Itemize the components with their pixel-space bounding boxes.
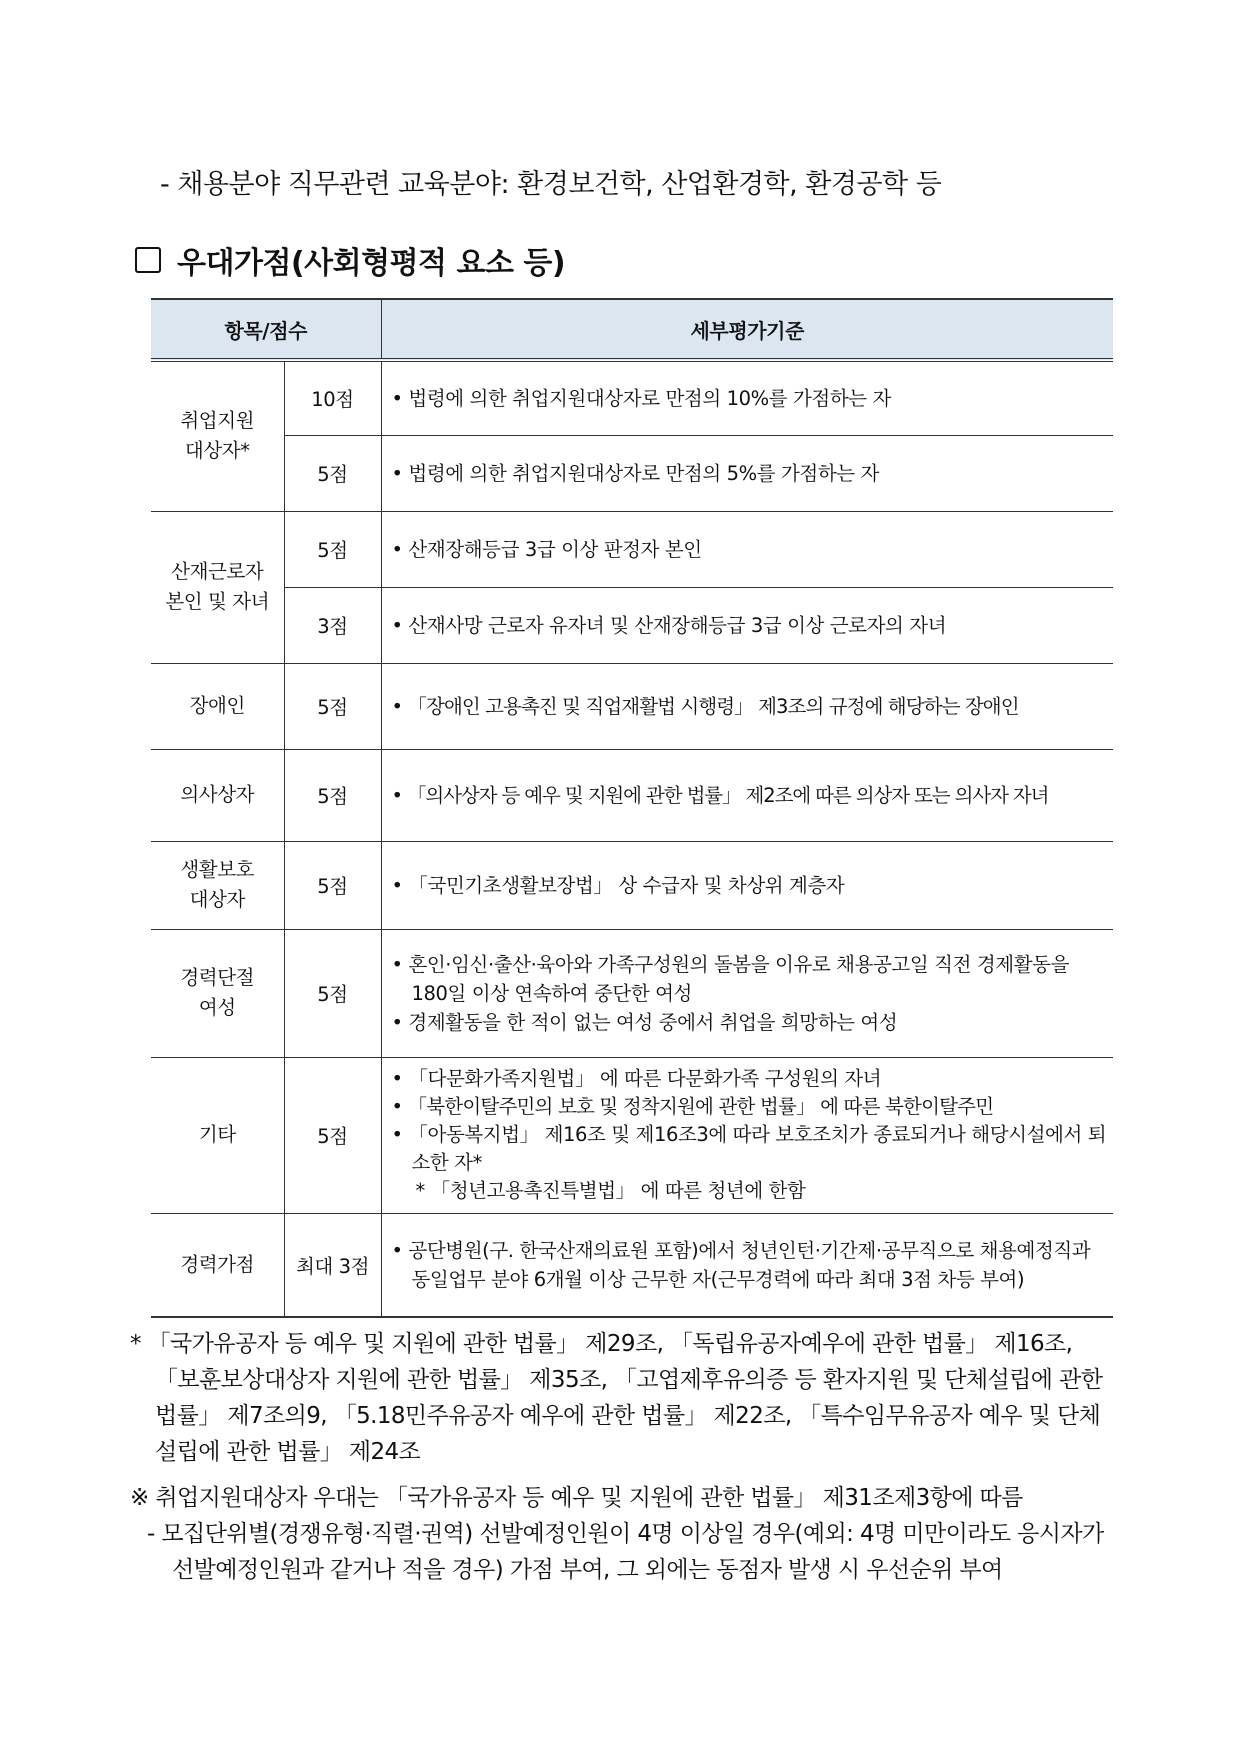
score-cell: 최대 3점 <box>284 1213 381 1317</box>
section-title: 우대가점(사회형평적 요소 등) <box>177 246 566 281</box>
header-item-score: 항목/점수 <box>151 299 381 360</box>
table-row <box>151 511 1113 587</box>
reference-note: ※ 취업지원대상자 우대는 「국가유공자 등 예우 및 지원에 관한 법률」 제31조제3항에 따름 <box>130 1485 1023 1511</box>
criteria-line: • 법령에 의한 취업지원대상자로 만점의 5%를 가점하는 자 <box>391 461 879 485</box>
category-label: 생활보호 대상자 <box>180 858 255 911</box>
header-criteria: 세부평가기준 <box>381 299 1113 360</box>
criteria-note: * 「청년고용촉진특별법」 에 따른 청년에 한함 <box>415 1179 806 1202</box>
score-cell: 5점 <box>284 749 381 841</box>
category-career-break-women <box>151 929 284 1057</box>
criteria-line: • 공단병원(구. 한국산재의료원 포함)에서 청년인턴·기간제·공무직으로 채용예정직과 동일업무 분야 6개월 이상 근무한 자(근무경력에 따라 최대 3점 차등 부여) <box>391 1238 1091 1291</box>
section-heading <box>135 238 565 282</box>
criteria-line: • 「국민기초생활보장법」 상 수급자 및 차상위 계층자 <box>391 873 845 897</box>
table-row <box>151 1213 1113 1317</box>
category-disabled: 장애인 <box>151 663 284 749</box>
square-bullet-icon <box>135 247 161 273</box>
score-cell: 5점 <box>284 663 381 749</box>
asterisk-footnote: * 「국가유공자 등 예우 및 지원에 관한 법률」 제29조, 「독립유공자예우에 관한 법률」 제16조, 「보훈보상대상자 지원에 관한 법률」 제35조, 「고엽제후유의증 등 환자지원 및 단체설립에 관한 법률」 제7조의9, 「5.18민주유공자 예우에 관한 법률」 제22조, 「특수임무유공자 예우 및 단체설립에 관한 법률」 제24조 <box>130 1331 1103 1465</box>
score-cell: 5점 <box>284 841 381 929</box>
education-field-line: - 채용분야 직무관련 교육분야: 환경보건학, 산업환경학, 환경공학 등 <box>160 169 942 200</box>
sub-note: - 모집단위별(경쟁유형·직렬·권역) 선발예정인원이 4명 이상일 경우(예외: 4명 미만이라도 응시자가 선발예정인원과 같거나 적을 경우) 가점 부여, 그 외에는 동점자 발생 시 우선순위 부여 <box>147 1521 1104 1583</box>
criteria-line: • 「장애인 고용촉진 및 직업재활법 시행령」 제3조의 규정에 해당하는 장애인 <box>391 694 1019 718</box>
table-row <box>151 360 1113 435</box>
criteria-cell <box>381 511 1113 587</box>
footnotes <box>130 1326 1120 1588</box>
criteria-cell <box>381 360 1113 435</box>
category-label: 취업지원 대상자* <box>180 409 255 463</box>
criteria-line: • 법령에 의한 취업지원대상자로 만점의 10%를 가점하는 자 <box>391 386 891 410</box>
criteria-cell <box>381 1057 1113 1213</box>
category-label: 산재근로자 본인 및 자녀 <box>165 560 270 613</box>
category-employment-support <box>151 360 284 511</box>
criteria-cell <box>381 841 1113 929</box>
table-row <box>151 1057 1113 1213</box>
category-other: 기타 <box>151 1057 284 1213</box>
criteria-line: • 「다문화가족지원법」 에 따른 다문화가족 구성원의 자녀 <box>391 1067 882 1090</box>
table-row <box>151 929 1113 1057</box>
table-row <box>151 435 1113 511</box>
criteria-line: • 혼인·임신·출산·육아와 가족구성원의 돌봄을 이유로 채용공고일 직전 경제활동을 180일 이상 연속하여 중단한 여성 <box>391 952 1070 1005</box>
category-righteous-casualty: 의사상자 <box>151 749 284 841</box>
criteria-line: • 산재장해등급 3급 이상 판정자 본인 <box>391 537 702 561</box>
score-cell: 3점 <box>284 587 381 663</box>
category-career-bonus: 경력가점 <box>151 1213 284 1317</box>
criteria-line: • 「북한이탈주민의 보호 및 정착지원에 관한 법률」 에 따른 북한이탈주민 <box>391 1095 994 1118</box>
table-row <box>151 663 1113 749</box>
criteria-cell <box>381 587 1113 663</box>
table-row <box>151 841 1113 929</box>
score-cell: 5점 <box>284 1057 381 1213</box>
criteria-cell <box>381 1213 1113 1317</box>
category-industrial-accident <box>151 511 284 663</box>
score-cell: 5점 <box>284 435 381 511</box>
criteria-line: • 경제활동을 한 적이 없는 여성 중에서 취업을 희망하는 여성 <box>391 1010 898 1034</box>
table-row <box>151 587 1113 663</box>
criteria-line: • 「아동복지법」 제16조 및 제16조3에 따라 보호조치가 종료되거나 해당시설에서 퇴소한 자* <box>391 1123 1107 1174</box>
criteria-cell <box>381 435 1113 511</box>
criteria-line: • 「의사상자 등 예우 및 지원에 관한 법률」 제2조에 따른 의상자 또는 의사자 자녀 <box>391 783 1049 807</box>
criteria-line: • 산재사망 근로자 유자녀 및 산재장해등급 3급 이상 근로자의 자녀 <box>391 613 947 637</box>
criteria-cell <box>381 749 1113 841</box>
category-label: 경력단절 여성 <box>180 966 255 1019</box>
score-cell: 5점 <box>284 929 381 1057</box>
criteria-cell <box>381 929 1113 1057</box>
score-cell: 5점 <box>284 511 381 587</box>
bonus-points-table <box>151 298 1113 1318</box>
criteria-cell <box>381 663 1113 749</box>
table-header-row <box>151 299 1113 360</box>
table-row <box>151 749 1113 841</box>
score-cell: 10점 <box>284 360 381 435</box>
category-livelihood-protection <box>151 841 284 929</box>
